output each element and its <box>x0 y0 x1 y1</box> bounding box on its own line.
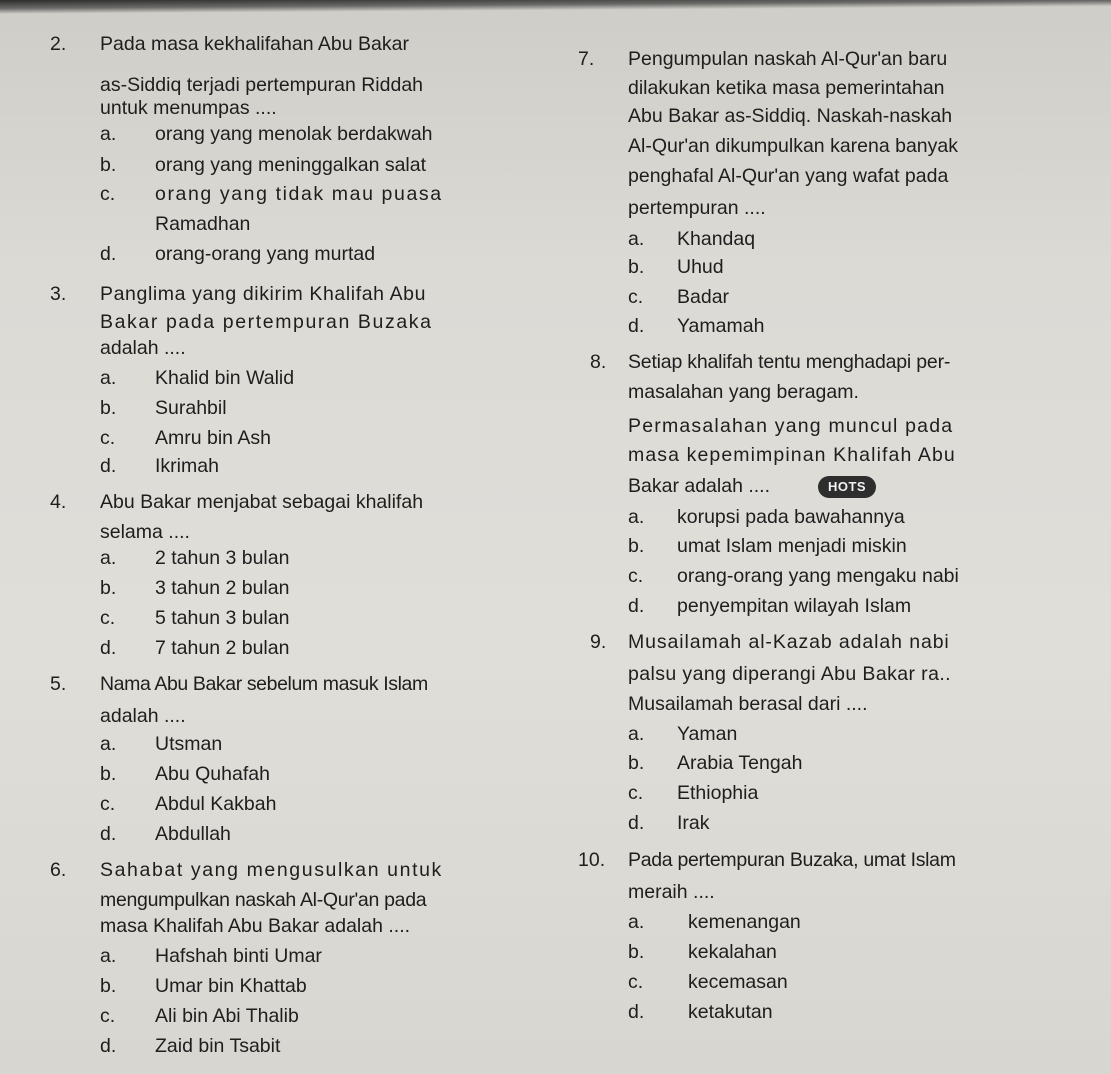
option-letter: d. <box>628 812 645 834</box>
option-letter: d. <box>628 1001 645 1023</box>
option-text[interactable]: orang yang tidak mau puasa <box>155 183 443 205</box>
option-letter: a. <box>100 547 117 569</box>
option-letter: a. <box>628 723 645 745</box>
question-text-line: Nama Abu Bakar sebelum masuk Islam <box>100 673 428 695</box>
question-text-line: Pada pertempuran Buzaka, umat Islam <box>628 849 956 871</box>
question-number: 3. <box>50 283 67 305</box>
option-letter: c. <box>100 1005 116 1027</box>
option-text[interactable]: Ikrimah <box>155 455 219 477</box>
option-text[interactable]: kecemasan <box>688 971 788 993</box>
option-text[interactable]: ketakutan <box>688 1001 773 1023</box>
option-text[interactable]: 5 tahun 3 bulan <box>155 607 290 629</box>
question-text-line: masalahan yang beragam. <box>628 381 859 403</box>
option-text-continued: Ramadhan <box>155 213 251 235</box>
option-text[interactable]: kekalahan <box>688 941 777 963</box>
option-text[interactable]: Abdullah <box>155 823 231 845</box>
option-text[interactable]: umat Islam menjadi miskin <box>677 535 907 557</box>
question-text-line: Abu Bakar as-Siddiq. Naskah-naskah <box>628 105 953 127</box>
option-text[interactable]: orang yang menolak berdakwah <box>155 123 433 145</box>
option-letter: d. <box>100 1035 117 1057</box>
question-text-line: Musailamah berasal dari .... <box>628 693 868 715</box>
option-letter: b. <box>628 752 645 774</box>
question-text-line: as-Siddiq terjadi pertempuran Riddah <box>100 74 424 96</box>
option-text[interactable]: Ethiophia <box>677 782 759 804</box>
option-text[interactable]: Abdul Kakbah <box>155 793 277 815</box>
question-number: 9. <box>590 631 607 653</box>
option-text[interactable]: Irak <box>677 812 710 834</box>
option-letter: a. <box>100 123 117 145</box>
option-text[interactable]: Utsman <box>155 733 223 755</box>
question-text-line: dilakukan ketika masa pemerintahan <box>628 77 945 99</box>
question-text-line: Panglima yang dikirim Khalifah Abu <box>100 283 427 305</box>
option-letter: d. <box>100 455 117 477</box>
option-letter: b. <box>628 256 645 278</box>
question-text-line: adalah .... <box>100 705 186 727</box>
question-text-line: masa kepemimpinan Khalifah Abu <box>628 444 956 466</box>
option-letter: d. <box>100 823 117 845</box>
option-text[interactable]: orang-orang yang murtad <box>155 243 376 265</box>
option-text[interactable]: Umar bin Khattab <box>155 975 307 997</box>
question-text-line: Musailamah al-Kazab adalah nabi <box>628 631 950 653</box>
question-text-line: Al-Qur'an dikumpulkan karena banyak <box>628 135 958 157</box>
option-text[interactable]: Uhud <box>677 256 724 278</box>
question-number: 10. <box>578 849 606 871</box>
option-text[interactable]: Zaid bin Tsabit <box>155 1035 281 1057</box>
option-letter: b. <box>100 577 117 599</box>
option-text[interactable]: Yaman <box>677 723 738 745</box>
option-text[interactable]: Abu Quhafah <box>155 763 270 785</box>
question-text-line: palsu yang diperangi Abu Bakar ra.. <box>628 663 951 685</box>
option-letter: a. <box>100 733 117 755</box>
option-text[interactable]: Arabia Tengah <box>677 752 803 774</box>
question-text-line: mengumpulkan naskah Al-Qur'an pada <box>100 889 427 911</box>
option-text[interactable]: kemenangan <box>688 911 801 933</box>
question-number: 2. <box>50 33 67 55</box>
option-text[interactable]: Khalid bin Walid <box>155 367 295 389</box>
option-letter: d. <box>100 243 117 265</box>
page-top-edge <box>0 0 1111 14</box>
question-text-line: Sahabat yang mengusulkan untuk <box>100 859 443 881</box>
hots-badge: HOTS <box>818 476 876 498</box>
question-text-line: meraih .... <box>628 881 715 903</box>
option-text[interactable]: 3 tahun 2 bulan <box>155 577 290 599</box>
question-text-line: Pada masa kekhalifahan Abu Bakar <box>100 33 409 55</box>
option-text[interactable]: Hafshah binti Umar <box>155 945 322 967</box>
question-number: 8. <box>590 351 607 373</box>
option-letter: d. <box>628 315 645 337</box>
option-text[interactable]: 2 tahun 3 bulan <box>155 547 290 569</box>
option-text[interactable]: Surahbil <box>155 397 227 419</box>
option-letter: a. <box>628 911 645 933</box>
option-text[interactable]: Khandaq <box>677 228 756 250</box>
option-letter: b. <box>100 397 117 419</box>
option-letter: b. <box>628 941 645 963</box>
option-text[interactable]: Ali bin Abi Thalib <box>155 1005 299 1027</box>
option-letter: d. <box>100 637 117 659</box>
option-letter: c. <box>628 782 644 804</box>
question-text-line: masa Khalifah Abu Bakar adalah .... <box>100 915 411 937</box>
question-text-line: Setiap khalifah tentu menghadapi per- <box>628 351 951 373</box>
option-letter: a. <box>100 945 117 967</box>
question-text-line: untuk menumpas .... <box>100 97 277 119</box>
option-text[interactable]: orang-orang yang mengaku nabi <box>677 565 959 587</box>
option-letter: c. <box>100 183 116 205</box>
option-letter: d. <box>628 595 645 617</box>
question-number: 5. <box>50 673 67 695</box>
option-letter: c. <box>628 565 644 587</box>
option-text[interactable]: Badar <box>677 286 730 308</box>
question-text-line: Bakar pada pertempuran Buzaka <box>100 311 433 333</box>
option-text[interactable]: Amru bin Ash <box>155 427 271 449</box>
option-letter: a. <box>628 506 645 528</box>
question-text-line: adalah .... <box>100 337 186 359</box>
option-letter: b. <box>100 763 117 785</box>
option-letter: b. <box>628 535 645 557</box>
option-letter: a. <box>100 367 117 389</box>
question-text-line: Permasalahan yang muncul pada <box>628 415 954 437</box>
question-text-line: Pengumpulan naskah Al-Qur'an baru <box>628 48 948 70</box>
option-text[interactable]: korupsi pada bawahannya <box>677 506 905 528</box>
option-text[interactable]: penyempitan wilayah Islam <box>677 595 912 617</box>
option-letter: c. <box>100 427 116 449</box>
option-text[interactable]: 7 tahun 2 bulan <box>155 637 290 659</box>
option-letter: c. <box>100 607 116 629</box>
option-letter: b. <box>100 975 117 997</box>
option-letter: a. <box>628 228 645 250</box>
option-letter: c. <box>100 793 116 815</box>
option-letter: c. <box>628 971 644 993</box>
question-text-line: Bakar adalah .... <box>628 475 771 497</box>
question-number: 4. <box>50 491 67 513</box>
question-text-line: penghafal Al-Qur'an yang wafat pada <box>628 165 949 187</box>
question-text-line: pertempuran .... <box>628 197 766 219</box>
question-text-line: selama .... <box>100 521 190 543</box>
option-text[interactable]: Yamamah <box>677 315 765 337</box>
option-text[interactable]: orang yang meninggalkan salat <box>155 154 427 176</box>
option-letter: b. <box>100 154 117 176</box>
question-text-line: Abu Bakar menjabat sebagai khalifah <box>100 491 424 513</box>
option-letter: c. <box>628 286 644 308</box>
question-number: 6. <box>50 859 67 881</box>
question-number: 7. <box>578 48 595 70</box>
